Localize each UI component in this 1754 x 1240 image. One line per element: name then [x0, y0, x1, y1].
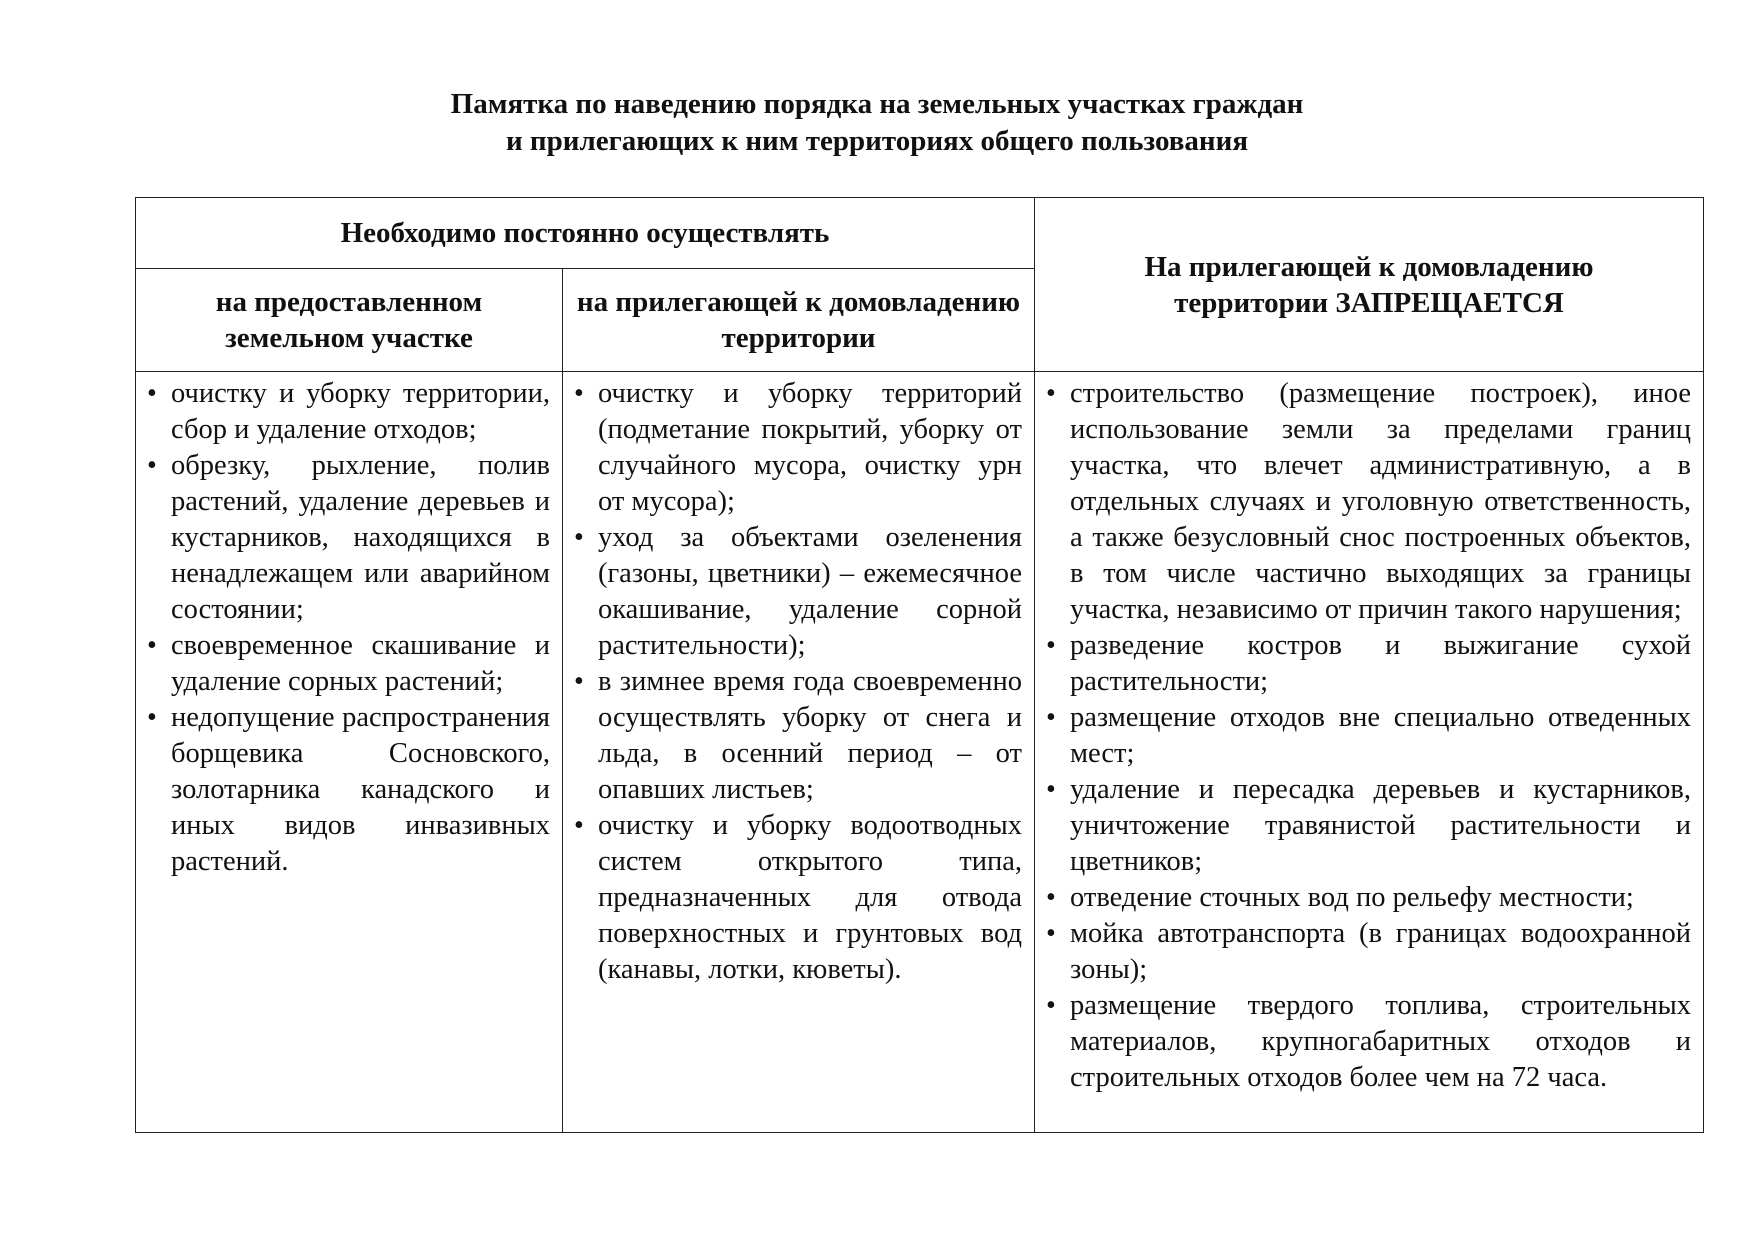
header-must-do: Необходимо постоянно осуществлять — [136, 198, 1035, 269]
list-item: • обрезку, рыхление, полив растений, удаление деревьев и кустарников, находящихся в ненадлежащем или аварийном состоянии; — [171, 448, 550, 628]
plot-list — [136, 376, 550, 880]
subheader-adjacent: на прилегающей к домовладению территории — [563, 269, 1035, 372]
forbidden-list — [1035, 376, 1691, 1096]
forbidden-cell — [1035, 372, 1704, 1133]
adjacent-cell — [563, 372, 1035, 1133]
header-forbidden: На прилегающей к домовладению территории ЗАПРЕЩАЕТСЯ — [1035, 198, 1704, 372]
list-item: • уход за объектами озеленения (газоны, цветники) – ежемесячное окашивание, удаление сорной растительности); — [598, 520, 1022, 664]
list-item: • очистку и уборку водоотводных систем открытого типа, предназначенных для отвода поверхностных и грунтовых вод (канавы, лотки, кюветы). — [598, 808, 1022, 988]
list-item: • удаление и пересадка деревьев и кустарников, уничтожение травянистой растительности и цветников; — [1070, 772, 1691, 880]
list-item: • размещение отходов вне специально отведенных мест; — [1070, 700, 1691, 772]
title-line-2: и прилегающих к ним территориях общего пользования — [505, 125, 1249, 157]
subheader-plot: на предоставленном земельном участке — [136, 269, 563, 372]
adjacent-list — [563, 376, 1022, 988]
list-item: • недопущение распространения борщевика Сосновского, золотарника канадского и иных видов инвазивных растений. — [171, 700, 550, 880]
list-item: • отведение сточных вод по рельефу местности; — [1070, 880, 1691, 916]
list-item: • разведение костров и выжигание сухой растительности; — [1070, 628, 1691, 700]
list-item: • очистку и уборку территорий (подметание покрытий, уборку от случайного мусора, очистку урн от мусора); — [598, 376, 1022, 520]
list-item: • в зимнее время года своевременно осуществлять уборку от снега и льда, в осенний период – от опавших листьев; — [598, 664, 1022, 808]
plot-cell — [136, 372, 563, 1133]
list-item: • мойка автотранспорта (в границах водоохранной зоны); — [1070, 916, 1691, 988]
title-line-1: Памятка по наведению порядка на земельных участках граждан — [450, 88, 1304, 120]
list-item: • очистку и уборку территории, сбор и удаление отходов; — [171, 376, 550, 448]
memo-table — [135, 197, 1704, 1133]
list-item: • своевременное скашивание и удаление сорных растений; — [171, 628, 550, 700]
document-title — [0, 86, 1754, 160]
list-item: • размещение твердого топлива, строительных материалов, крупногабаритных отходов и строительных отходов более чем на 72 часа. — [1070, 988, 1691, 1096]
list-item: • строительство (размещение построек), иное использование земли за пределами границ участка, что влечет административную, а в отдельных случаях и уголовную ответственность, а также безусловный снос построенных объектов, в том числе частично выходящих за границы участка, независимо от причин такого нарушения; — [1070, 376, 1691, 628]
